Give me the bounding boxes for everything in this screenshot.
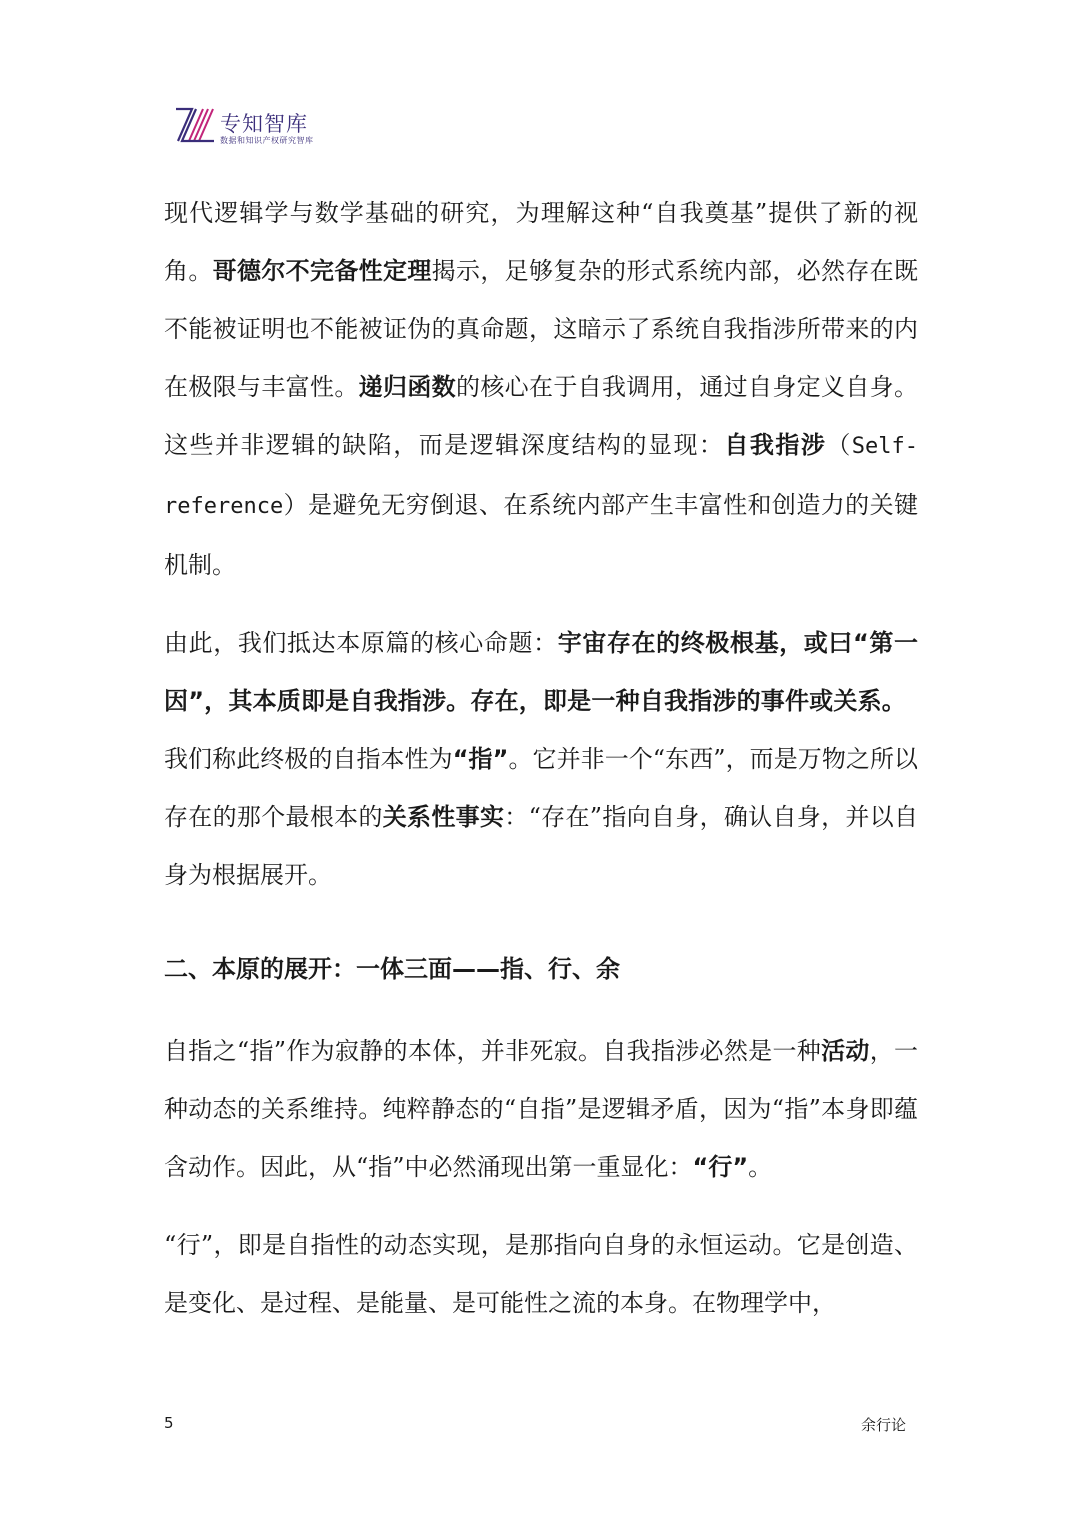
logo-subtitle: 数据和知识产权研究智库 bbox=[220, 136, 314, 145]
bold-term-activity: 活动 bbox=[821, 1037, 870, 1065]
section-heading: 二、本原的展开：一体三面——指、行、余 bbox=[164, 955, 620, 983]
english-term: Self-reference bbox=[164, 434, 919, 519]
bold-term-self-reference: 自我指涉 bbox=[724, 431, 827, 459]
page-number: 5 bbox=[164, 1414, 174, 1432]
footer-document-title: 余行论 bbox=[860, 1416, 906, 1434]
paragraph-xing bbox=[164, 1216, 918, 1332]
paragraph-self-reference bbox=[164, 184, 918, 594]
text-run: ）是避免无穷倒退、在系统内部产生丰富性和创造力的关键机制。 bbox=[164, 491, 918, 579]
logo bbox=[174, 106, 354, 146]
bold-term-godel: 哥德尔不完备性定理 bbox=[212, 257, 432, 285]
text-run: （ bbox=[826, 431, 852, 459]
text-run: 现代逻辑学与数学基础的研究，为理解这种“自我奠基”提供了新的视角。 bbox=[164, 199, 918, 285]
zhuanzhi-logo-icon bbox=[174, 106, 214, 144]
bold-term-xing: “行” bbox=[692, 1153, 749, 1181]
text-run: 。它并非一个“东西”，而是万物之所以存在的那个最根本的 bbox=[164, 745, 919, 831]
text-run: 自指之“指”作为寂静的本体，并非死寂。自我指涉必然是一种 bbox=[164, 1037, 822, 1065]
text-run: “行”，即是自指性的动态实现，是那指向自身的永恒运动。它是创造、是变化、是过程、是能量、是可能性之流的本身。在物理学中， bbox=[164, 1231, 918, 1317]
text-run: ，一种动态的关系维持。纯粹静态的“自指”是逻辑矛盾，因为“指”本身即蕴含动作。因此，从“指”中必然涌现出第一重显化： bbox=[164, 1037, 919, 1181]
text-run: 由此，我们抵达本原篇的核心命题： bbox=[164, 629, 558, 657]
paragraph-activity bbox=[164, 1022, 918, 1196]
paragraph-core-proposition bbox=[164, 614, 918, 904]
text-run: 我们称此终极的自指本性为 bbox=[164, 687, 918, 773]
text-run: 的核心在于自我调用，通过自身定义自身。这些并非逻辑的缺陷，而是逻辑深度结构的显现： bbox=[164, 373, 919, 459]
logo-title: 专知智库 bbox=[220, 112, 308, 136]
text-run: 。 bbox=[748, 1153, 773, 1181]
text-run: ：“存在”指向自身，确认自身，并以自身为根据展开。 bbox=[164, 803, 919, 889]
bold-term-recursion: 递归函数 bbox=[358, 373, 457, 401]
bold-core-proposition: 宇宙存在的终极根基，或曰“第一因”，其本质即是自我指涉。存在，即是一种自我指涉的事件或关系。 bbox=[164, 629, 918, 715]
bold-term-zhi: “指” bbox=[452, 745, 509, 773]
document-body bbox=[164, 184, 918, 1332]
bold-term-relational-fact: 关系性事实 bbox=[382, 803, 505, 831]
text-run: 揭示，足够复杂的形式系统内部，必然存在既不能被证明也不能被证伪的真命题，这暗示了系统自我指涉所带来的内在极限与丰富性。 bbox=[164, 257, 919, 401]
